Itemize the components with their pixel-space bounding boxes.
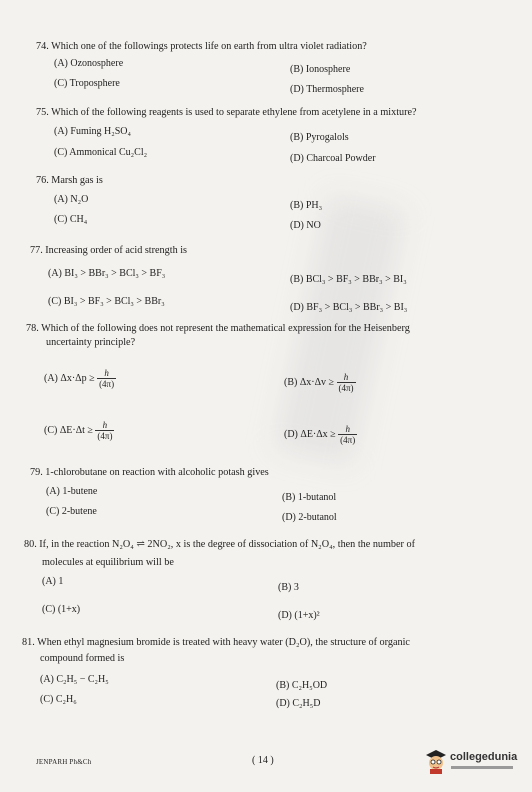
q78-a-numerator: h — [97, 368, 116, 379]
question-78-continued: uncertainty principle? — [46, 337, 136, 348]
collegedunia-logo — [424, 748, 524, 776]
question-75: 75. Which of the following reagents is used to separate ethylene from acetylene in a mixture? — [36, 107, 417, 118]
q75-option-a: (A) Fuming H₂SO₄ — [54, 126, 131, 137]
q79-option-c: (C) 2-butene — [46, 506, 97, 517]
page-number: ( 14 ) — [252, 755, 274, 766]
q79-option-a: (A) 1-butene — [46, 486, 98, 497]
q74-option-c: (C) Troposphere — [54, 78, 120, 89]
q78-b-numerator: h — [337, 372, 356, 383]
question-76: 76. Marsh gas is — [36, 175, 103, 186]
q80-option-a: (A) 1 — [42, 576, 64, 587]
q76-option-b: (B) PH₃ — [290, 200, 323, 211]
question-79: 79. 1-chlorobutane on reaction with alcoholic potash gives — [30, 467, 269, 478]
q76-option-a: (A) N₂O — [54, 194, 89, 205]
q80-option-d: (D) (1+x)² — [278, 610, 320, 621]
paper-code: JENPARH Ph&Ch — [36, 758, 92, 766]
q81-option-a: (A) C₂H₅ − C₂H₅ — [40, 674, 109, 685]
q78-b-denominator: (4π) — [338, 383, 354, 393]
q78-option-c — [44, 420, 114, 441]
q74-option-d: (D) Thermosphere — [290, 84, 364, 95]
question-74: 74. Which one of the followings protects life on earth from ultra violet radiation? — [36, 41, 367, 52]
q75-option-d: (D) Charcoal Powder — [290, 153, 376, 164]
question-80-continued: molecules at equilibrium will be — [42, 557, 174, 568]
q78-option-c-label: (C) ΔE·Δt ≥ — [44, 424, 93, 436]
q81-option-b: (B) C₂H₅OD — [276, 680, 328, 691]
q78-a-denominator: (4π) — [99, 379, 115, 389]
q76-option-c: (C) CH₄ — [54, 214, 88, 225]
q78-a-fraction — [97, 368, 116, 389]
logo-wordmark: collegedunia — [450, 751, 518, 763]
q80-option-c: (C) (1+x) — [42, 604, 81, 615]
question-81-continued: compound formed is — [40, 653, 125, 664]
q81-option-d: (D) C₂H₅D — [276, 698, 321, 709]
q77-option-d: (D) BF₃ > BCl₃ > BBr₃ > BI₃ — [290, 302, 408, 313]
q78-option-d — [284, 424, 357, 445]
q78-c-fraction — [95, 420, 114, 441]
question-77: 77. Increasing order of acid strength is — [30, 245, 188, 256]
q78-c-denominator: (4π) — [97, 431, 113, 441]
q79-option-b: (B) 1-butanol — [282, 492, 337, 503]
q78-option-b — [284, 372, 356, 393]
question-81: 81. When ethyl magnesium bromide is treated with heavy water (D₂O), the structure of organic — [22, 637, 410, 648]
question-80: 80. If, in the reaction N₂O₄ ⇌ 2NO₂, x is the degree of dissociation of N₂O₄, then the number of — [24, 539, 415, 550]
q81-option-c: (C) C₂H₆ — [40, 694, 77, 705]
question-78: 78. Which of the following does not represent the mathematical expression for the Heisenberg — [26, 323, 410, 334]
q77-option-a: (A) BI₃ > BBr₃ > BCl₃ > BF₃ — [48, 268, 166, 279]
q77-option-c: (C) BI₃ > BF₃ > BCl₃ > BBr₃ — [48, 296, 165, 307]
q74-option-b: (B) Ionosphere — [290, 64, 351, 75]
q78-c-numerator: h — [95, 420, 114, 431]
q79-option-d: (D) 2-butanol — [282, 512, 337, 523]
q75-option-b: (B) Pyrogalols — [290, 132, 349, 143]
q78-d-fraction — [338, 424, 357, 445]
q76-option-d: (D) NO — [290, 220, 321, 231]
graduate-mascot-icon — [424, 748, 448, 774]
q80-option-b: (B) 3 — [278, 582, 299, 593]
logo-tagline-bar — [451, 766, 513, 769]
q75-option-c: (C) Ammonical Cu₂Cl₂ — [54, 147, 148, 158]
q78-b-fraction — [337, 372, 356, 393]
q78-option-b-label: (B) Δx·Δv ≥ — [284, 376, 335, 388]
q74-option-a: (A) Ozonosphere — [54, 58, 124, 69]
q77-option-b: (B) BCl₃ > BF₃ > BBr₃ > BI₃ — [290, 274, 407, 285]
q78-option-d-label: (D) ΔE·Δx ≥ — [284, 428, 336, 440]
q78-option-a-label: (A) Δx·Δp ≥ — [44, 372, 95, 384]
q78-d-denominator: (4π) — [340, 435, 356, 445]
q78-option-a — [44, 368, 116, 389]
q78-d-numerator: h — [338, 424, 357, 435]
